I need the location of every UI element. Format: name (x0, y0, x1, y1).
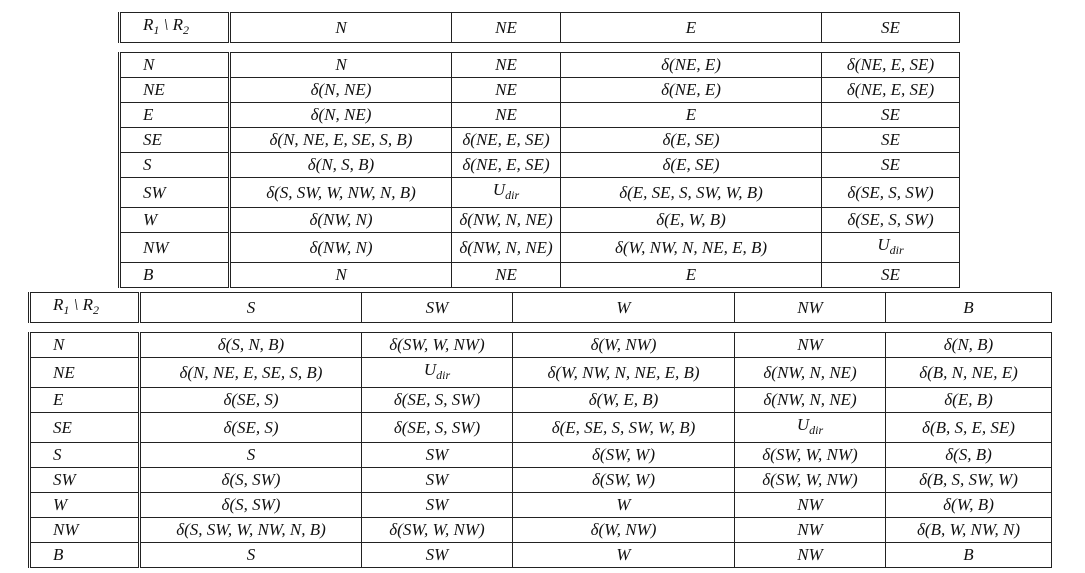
table-cell: δ(SW, W) (513, 468, 735, 493)
row-label: NE (30, 358, 140, 388)
table-cell: NE (452, 53, 561, 78)
row-label: NE (120, 78, 230, 103)
table-cell: δ(N, NE) (230, 78, 452, 103)
table-cell: δ(SE, S) (140, 413, 362, 443)
row-label: E (30, 388, 140, 413)
table-cell: δ(NE, E, SE) (822, 78, 960, 103)
table-row (120, 128, 960, 153)
table-cell: δ(W, B) (886, 493, 1052, 518)
table-cell: E (561, 263, 822, 288)
table-cell: δ(NE, E) (561, 78, 822, 103)
subscript: dir (436, 368, 451, 382)
table-cell: δ(W, NW) (513, 333, 735, 358)
table-cell: δ(S, SW) (140, 468, 362, 493)
table-cell: δ(N, NE, E, SE, S, B) (230, 128, 452, 153)
row-label: W (120, 208, 230, 233)
table-cell: SW (362, 468, 513, 493)
table-cell: N (230, 53, 452, 78)
table-cell: δ(NE, E, SE) (822, 53, 960, 78)
corner-text: \ R (159, 15, 183, 34)
table-row (30, 543, 1052, 568)
table-row (120, 78, 960, 103)
table-cell: SW (362, 493, 513, 518)
table-cell: δ(NW, N) (230, 208, 452, 233)
table-cell: δ(W, E, B) (513, 388, 735, 413)
table-cell: δ(SW, W, NW) (362, 333, 513, 358)
table-row (30, 388, 1052, 413)
table-cell: δ(N, NE) (230, 103, 452, 128)
table-cell: N (230, 263, 452, 288)
table-cell: SE (822, 103, 960, 128)
table-cell: δ(B, N, NE, E) (886, 358, 1052, 388)
table-cell: NE (452, 263, 561, 288)
table-cell: δ(E, SE, S, SW, W, B) (513, 413, 735, 443)
table-cell: δ(S, SW, W, NW, N, B) (140, 518, 362, 543)
table2-col-header: NW (735, 293, 886, 323)
row-label: N (120, 53, 230, 78)
subscript: 2 (183, 23, 189, 37)
table-cell: δ(SW, W, NW) (362, 518, 513, 543)
table-cell: δ(NE, E, SE) (452, 128, 561, 153)
table-cell: δ(W, NW, N, NE, E, B) (513, 358, 735, 388)
table-row (30, 413, 1052, 443)
table-cell: NW (735, 493, 886, 518)
row-label: SE (30, 413, 140, 443)
table-row (30, 468, 1052, 493)
table2-col-header: W (513, 293, 735, 323)
row-label: NW (30, 518, 140, 543)
table-row (120, 208, 960, 233)
table1-col-header: N (230, 13, 452, 43)
row-label: NW (120, 233, 230, 263)
corner-text: \ R (69, 295, 93, 314)
table2-col-header: B (886, 293, 1052, 323)
table-cell: δ(S, B) (886, 443, 1052, 468)
row-label: S (120, 153, 230, 178)
subscript: dir (505, 188, 520, 202)
table-cell: $U_{dir}$ (822, 233, 960, 263)
table1-header (118, 12, 960, 43)
table-cell: δ(NW, N) (230, 233, 452, 263)
table-cell: δ(SE, S) (140, 388, 362, 413)
table-cell: δ(NE, E, SE) (452, 153, 561, 178)
table-cell: δ(E, B) (886, 388, 1052, 413)
table1-col-header: NE (452, 13, 561, 43)
row-label: S (30, 443, 140, 468)
table-cell: SE (822, 263, 960, 288)
table-cell: δ(B, S, SW, W) (886, 468, 1052, 493)
table-cell: NW (735, 518, 886, 543)
row-label: N (30, 333, 140, 358)
row-label: SE (120, 128, 230, 153)
table-cell: δ(W, NW, N, NE, E, B) (561, 233, 822, 263)
table-row (120, 233, 960, 263)
table-cell: δ(S, SW) (140, 493, 362, 518)
table-cell: W (513, 493, 735, 518)
table-cell: δ(S, N, B) (140, 333, 362, 358)
table-cell: W (513, 543, 735, 568)
table-cell: δ(SE, S, SW) (362, 413, 513, 443)
table-cell: NE (452, 78, 561, 103)
subscript: 1 (153, 23, 160, 37)
table-cell: δ(E, SE) (561, 153, 822, 178)
table-cell: δ(NW, N, NE) (452, 208, 561, 233)
table-cell: δ(SW, W, NW) (735, 468, 886, 493)
subscript: 1 (63, 303, 70, 317)
table-cell: δ(B, S, E, SE) (886, 413, 1052, 443)
table-cell: δ(NE, E) (561, 53, 822, 78)
table-cell: δ(SW, W, NW) (735, 443, 886, 468)
table-cell: δ(SE, S, SW) (822, 208, 960, 233)
table-cell: SE (822, 153, 960, 178)
table-cell: SE (822, 128, 960, 153)
row-label: SW (120, 178, 230, 208)
table-cell: NE (452, 103, 561, 128)
table2-col-header: S (140, 293, 362, 323)
table-cell: $U_{dir}$ (362, 358, 513, 388)
table-cell: δ(N, S, B) (230, 153, 452, 178)
table2-col-header: SW (362, 293, 513, 323)
table-row (120, 153, 960, 178)
table1-col-header: E (561, 13, 822, 43)
row-label: B (30, 543, 140, 568)
table-cell: E (561, 103, 822, 128)
table-cell: SW (362, 443, 513, 468)
table-row (120, 103, 960, 128)
table-cell: δ(B, W, NW, N) (886, 518, 1052, 543)
table-cell: δ(SE, S, SW) (362, 388, 513, 413)
table-cell: $U_{dir}$ (735, 413, 886, 443)
table-cell: $U_{dir}$ (452, 178, 561, 208)
table-cell: S (140, 443, 362, 468)
table1-header-row (120, 13, 960, 43)
table-cell: δ(NW, N, NE) (452, 233, 561, 263)
row-label: SW (30, 468, 140, 493)
table-cell: δ(E, SE, S, SW, W, B) (561, 178, 822, 208)
subscript: 2 (93, 303, 99, 317)
table-cell: δ(SE, S, SW) (822, 178, 960, 208)
subscript: dir (889, 243, 904, 257)
table-cell: δ(W, NW) (513, 518, 735, 543)
table-cell: B (886, 543, 1052, 568)
table-row (120, 53, 960, 78)
corner-text: R (143, 15, 154, 34)
table2-corner-cell (30, 293, 140, 323)
table-cell: δ(NW, N, NE) (735, 388, 886, 413)
subscript: dir (809, 423, 824, 437)
table-cell: δ(E, W, B) (561, 208, 822, 233)
table-cell: δ(N, NE, E, SE, S, B) (140, 358, 362, 388)
table-row (120, 263, 960, 288)
table-cell: SW (362, 543, 513, 568)
table-cell: δ(NW, N, NE) (735, 358, 886, 388)
table-row (30, 493, 1052, 518)
table-cell: NW (735, 543, 886, 568)
table-cell: δ(E, SE) (561, 128, 822, 153)
table-row (30, 358, 1052, 388)
row-label: E (120, 103, 230, 128)
table1-col-header: SE (822, 13, 960, 43)
table-row (30, 333, 1052, 358)
table-row (30, 443, 1052, 468)
table-cell: S (140, 543, 362, 568)
table-row (120, 178, 960, 208)
table-cell: δ(N, B) (886, 333, 1052, 358)
table2-header (28, 292, 1052, 323)
table-cell: δ(S, SW, W, NW, N, B) (230, 178, 452, 208)
corner-text: R (53, 295, 64, 314)
table1-body (118, 52, 960, 288)
table-row (30, 518, 1052, 543)
table2-body (28, 332, 1052, 568)
table-cell: δ(SW, W) (513, 443, 735, 468)
table1-corner-cell (120, 13, 230, 43)
table-cell: NW (735, 333, 886, 358)
row-label: W (30, 493, 140, 518)
row-label: B (120, 263, 230, 288)
table2-header-row (30, 293, 1052, 323)
